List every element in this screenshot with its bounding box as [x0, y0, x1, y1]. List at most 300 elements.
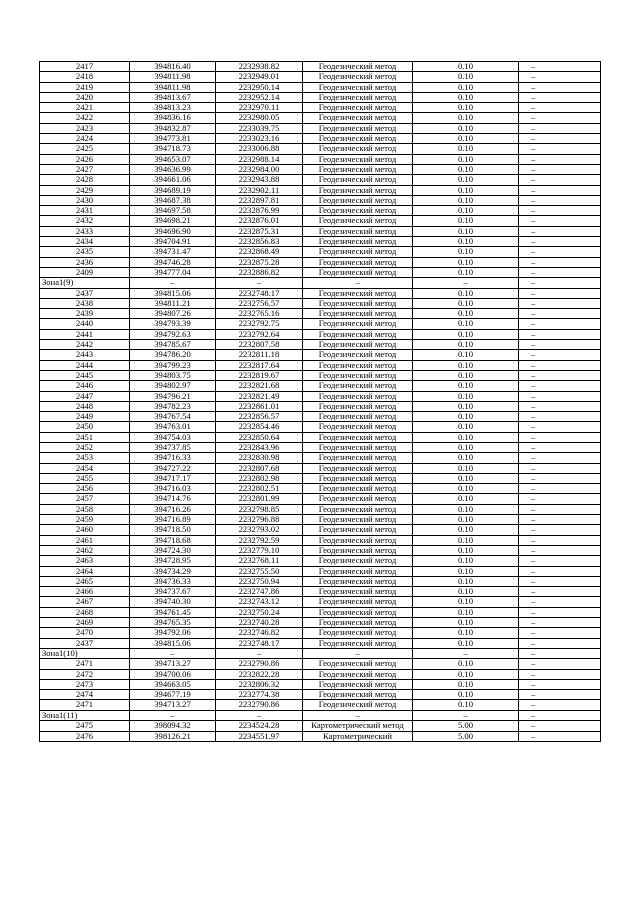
- accuracy-cell: 0.10: [413, 319, 519, 329]
- description-cell: –: [519, 391, 601, 401]
- point-number-cell: 2433: [40, 226, 130, 236]
- coord-y-cell: –: [216, 278, 303, 288]
- coord-x-cell: 394689.19: [130, 185, 216, 195]
- coord-y-cell: 2232807.58: [216, 340, 303, 350]
- point-number-cell: 2422: [40, 113, 130, 123]
- coord-x-cell: 394704.91: [130, 237, 216, 247]
- table-row: [40, 267, 601, 277]
- description-cell: –: [519, 648, 601, 658]
- table-row: [40, 607, 601, 617]
- accuracy-cell: 0.10: [413, 309, 519, 319]
- coord-x-cell: –: [130, 278, 216, 288]
- table-row: [40, 576, 601, 586]
- description-cell: –: [519, 484, 601, 494]
- accuracy-cell: 0.10: [413, 659, 519, 669]
- method-cell: Геодезический метод: [303, 453, 413, 463]
- table-row: [40, 494, 601, 504]
- coord-x-cell: 394832.87: [130, 123, 216, 133]
- coordinates-table: [39, 61, 601, 742]
- method-cell: Геодезический метод: [303, 298, 413, 308]
- point-number-cell: 2466: [40, 587, 130, 597]
- accuracy-cell: 0.10: [413, 175, 519, 185]
- coord-y-cell: 2232856.83: [216, 237, 303, 247]
- coord-y-cell: 2232821.49: [216, 391, 303, 401]
- coord-y-cell: 2234551.97: [216, 731, 303, 741]
- table-row: [40, 237, 601, 247]
- coord-x-cell: 394661.06: [130, 175, 216, 185]
- description-cell: –: [519, 288, 601, 298]
- coord-x-cell: 394740.30: [130, 597, 216, 607]
- description-cell: –: [519, 679, 601, 689]
- coord-y-cell: 2233023.16: [216, 134, 303, 144]
- table-row: [40, 340, 601, 350]
- method-cell: Геодезический метод: [303, 340, 413, 350]
- coord-x-cell: 394811.98: [130, 82, 216, 92]
- table-row: [40, 164, 601, 174]
- accuracy-cell: 0.10: [413, 247, 519, 257]
- description-cell: –: [519, 113, 601, 123]
- table-row: [40, 515, 601, 525]
- method-cell: Геодезический метод: [303, 257, 413, 267]
- description-cell: –: [519, 473, 601, 483]
- point-number-cell: 2427: [40, 164, 130, 174]
- accuracy-cell: 0.10: [413, 525, 519, 535]
- table-row: [40, 92, 601, 102]
- coord-y-cell: 2232819.67: [216, 370, 303, 380]
- method-cell: Геодезический метод: [303, 607, 413, 617]
- point-number-cell: 2445: [40, 370, 130, 380]
- method-cell: Геодезический метод: [303, 494, 413, 504]
- coord-y-cell: 2232792.59: [216, 535, 303, 545]
- table-row: [40, 103, 601, 113]
- point-number-cell: 2464: [40, 566, 130, 576]
- table-row: [40, 82, 601, 92]
- description-cell: –: [519, 206, 601, 216]
- coord-y-cell: 2232875.31: [216, 226, 303, 236]
- coord-y-cell: 2232774.38: [216, 690, 303, 700]
- coord-y-cell: 2232938.82: [216, 62, 303, 72]
- description-cell: –: [519, 195, 601, 205]
- description-cell: –: [519, 329, 601, 339]
- table-row: [40, 659, 601, 669]
- coord-x-cell: 394677.19: [130, 690, 216, 700]
- coord-x-cell: 394698.21: [130, 216, 216, 226]
- coord-x-cell: 394734.29: [130, 566, 216, 576]
- method-cell: Геодезический метод: [303, 432, 413, 442]
- method-cell: Геодезический метод: [303, 597, 413, 607]
- description-cell: –: [519, 710, 601, 720]
- method-cell: Геодезический метод: [303, 628, 413, 638]
- description-cell: –: [519, 123, 601, 133]
- method-cell: Геодезический метод: [303, 185, 413, 195]
- point-number-cell: 2469: [40, 618, 130, 628]
- point-number-cell: 2425: [40, 144, 130, 154]
- coord-x-cell: 394815.06: [130, 288, 216, 298]
- coord-x-cell: 394713.27: [130, 659, 216, 669]
- coord-y-cell: 2232801.99: [216, 494, 303, 504]
- accuracy-cell: 0.10: [413, 350, 519, 360]
- description-cell: –: [519, 340, 601, 350]
- accuracy-cell: 0.10: [413, 340, 519, 350]
- table-row: [40, 484, 601, 494]
- accuracy-cell: 0.10: [413, 442, 519, 452]
- coord-x-cell: 394716.89: [130, 515, 216, 525]
- table-row: [40, 288, 601, 298]
- point-number-cell: 2420: [40, 92, 130, 102]
- accuracy-cell: 0.10: [413, 92, 519, 102]
- point-number-cell: 2449: [40, 412, 130, 422]
- accuracy-cell: 0.10: [413, 473, 519, 483]
- description-cell: –: [519, 515, 601, 525]
- table-row: [40, 545, 601, 555]
- coord-x-cell: 394636.99: [130, 164, 216, 174]
- coord-x-cell: 394777.04: [130, 267, 216, 277]
- accuracy-cell: 5.00: [413, 721, 519, 732]
- coord-y-cell: 2232950.14: [216, 82, 303, 92]
- accuracy-cell: 0.10: [413, 391, 519, 401]
- method-cell: –: [303, 278, 413, 288]
- table-row: [40, 679, 601, 689]
- description-cell: –: [519, 597, 601, 607]
- table-row: [40, 422, 601, 432]
- method-cell: Геодезический метод: [303, 370, 413, 380]
- coord-x-cell: 394815.06: [130, 638, 216, 648]
- coord-x-cell: 394836.16: [130, 113, 216, 123]
- method-cell: Геодезический метод: [303, 638, 413, 648]
- method-cell: Геодезический метод: [303, 72, 413, 82]
- accuracy-cell: 0.10: [413, 566, 519, 576]
- description-cell: –: [519, 556, 601, 566]
- coord-x-cell: 394663.05: [130, 679, 216, 689]
- coord-y-cell: 2232765.16: [216, 309, 303, 319]
- coord-y-cell: –: [216, 710, 303, 720]
- method-cell: Геодезический метод: [303, 134, 413, 144]
- coord-x-cell: 394731.47: [130, 247, 216, 257]
- method-cell: Геодезический метод: [303, 206, 413, 216]
- coord-x-cell: 394763.01: [130, 422, 216, 432]
- accuracy-cell: 0.10: [413, 401, 519, 411]
- accuracy-cell: 0.10: [413, 226, 519, 236]
- method-cell: Геодезический метод: [303, 113, 413, 123]
- coord-x-cell: 394782.23: [130, 401, 216, 411]
- method-cell: Геодезический метод: [303, 412, 413, 422]
- table-row: [40, 309, 601, 319]
- table-row: [40, 350, 601, 360]
- description-cell: –: [519, 587, 601, 597]
- accuracy-cell: 0.10: [413, 370, 519, 380]
- accuracy-cell: 0.10: [413, 185, 519, 195]
- table-row: [40, 597, 601, 607]
- coord-y-cell: 2232802.98: [216, 473, 303, 483]
- point-number-cell: 2421: [40, 103, 130, 113]
- point-number-cell: 2440: [40, 319, 130, 329]
- table-row: [40, 62, 601, 72]
- description-cell: –: [519, 82, 601, 92]
- method-cell: Геодезический метод: [303, 391, 413, 401]
- table-row: [40, 134, 601, 144]
- coord-x-cell: –: [130, 710, 216, 720]
- accuracy-cell: 0.10: [413, 669, 519, 679]
- method-cell: Геодезический метод: [303, 473, 413, 483]
- description-cell: –: [519, 638, 601, 648]
- method-cell: Геодезический метод: [303, 566, 413, 576]
- table-row: [40, 525, 601, 535]
- method-cell: Геодезический метод: [303, 525, 413, 535]
- coord-y-cell: 2232740.28: [216, 618, 303, 628]
- accuracy-cell: 0.10: [413, 329, 519, 339]
- point-number-cell: 2437: [40, 288, 130, 298]
- point-number-cell: 2439: [40, 309, 130, 319]
- coord-x-cell: 394717.17: [130, 473, 216, 483]
- accuracy-cell: 0.10: [413, 298, 519, 308]
- description-cell: –: [519, 247, 601, 257]
- accuracy-cell: 0.10: [413, 597, 519, 607]
- coord-y-cell: 2232861.01: [216, 401, 303, 411]
- point-number-cell: 2431: [40, 206, 130, 216]
- description-cell: –: [519, 576, 601, 586]
- description-cell: –: [519, 62, 601, 72]
- description-cell: –: [519, 319, 601, 329]
- method-cell: Геодезический метод: [303, 216, 413, 226]
- point-number-cell: 2447: [40, 391, 130, 401]
- coord-x-cell: 394718.68: [130, 535, 216, 545]
- method-cell: Геодезический метод: [303, 92, 413, 102]
- coord-y-cell: 2232779.10: [216, 545, 303, 555]
- point-number-cell: 2442: [40, 340, 130, 350]
- table-row: [40, 618, 601, 628]
- description-cell: –: [519, 412, 601, 422]
- table-row: [40, 391, 601, 401]
- coord-x-cell: 394811.98: [130, 72, 216, 82]
- point-number-cell: 2474: [40, 690, 130, 700]
- point-number-cell: 2450: [40, 422, 130, 432]
- coord-x-cell: 394816.40: [130, 62, 216, 72]
- description-cell: –: [519, 442, 601, 452]
- coord-x-cell: 394737.85: [130, 442, 216, 452]
- coord-x-cell: 394716.03: [130, 484, 216, 494]
- accuracy-cell: 0.10: [413, 206, 519, 216]
- description-cell: –: [519, 267, 601, 277]
- coord-y-cell: 2232856.57: [216, 412, 303, 422]
- point-number-cell: 2443: [40, 350, 130, 360]
- coord-y-cell: 2232790.86: [216, 700, 303, 710]
- coord-x-cell: 394807.26: [130, 309, 216, 319]
- table-row: [40, 463, 601, 473]
- coord-y-cell: 2232984.00: [216, 164, 303, 174]
- point-number-cell: 2435: [40, 247, 130, 257]
- description-cell: –: [519, 422, 601, 432]
- accuracy-cell: 0.10: [413, 288, 519, 298]
- description-cell: –: [519, 690, 601, 700]
- point-number-cell: 2423: [40, 123, 130, 133]
- coord-y-cell: 2232850.64: [216, 432, 303, 442]
- point-number-cell: 2470: [40, 628, 130, 638]
- table-row: [40, 226, 601, 236]
- description-cell: –: [519, 92, 601, 102]
- accuracy-cell: 0.10: [413, 257, 519, 267]
- accuracy-cell: 0.10: [413, 62, 519, 72]
- description-cell: –: [519, 659, 601, 669]
- accuracy-cell: 0.10: [413, 504, 519, 514]
- coord-x-cell: 394786.20: [130, 350, 216, 360]
- table-row: [40, 556, 601, 566]
- coord-y-cell: 2232768.11: [216, 556, 303, 566]
- table-row: [40, 690, 601, 700]
- description-cell: –: [519, 298, 601, 308]
- accuracy-cell: 0.10: [413, 494, 519, 504]
- coord-x-cell: 394792.06: [130, 628, 216, 638]
- method-cell: Геодезический метод: [303, 700, 413, 710]
- method-cell: Геодезический метод: [303, 679, 413, 689]
- coord-y-cell: 2232792.64: [216, 329, 303, 339]
- coord-x-cell: 394696.90: [130, 226, 216, 236]
- method-cell: –: [303, 648, 413, 658]
- point-number-cell: 2437: [40, 638, 130, 648]
- method-cell: –: [303, 710, 413, 720]
- accuracy-cell: 0.10: [413, 587, 519, 597]
- coord-x-cell: 394765.35: [130, 618, 216, 628]
- method-cell: Геодезический метод: [303, 669, 413, 679]
- coord-y-cell: 2232830.98: [216, 453, 303, 463]
- method-cell: Геодезический метод: [303, 535, 413, 545]
- point-number-cell: 2475: [40, 721, 130, 732]
- accuracy-cell: 0.10: [413, 638, 519, 648]
- accuracy-cell: 0.10: [413, 412, 519, 422]
- method-cell: Геодезический метод: [303, 175, 413, 185]
- description-cell: –: [519, 628, 601, 638]
- coord-x-cell: 398126.21: [130, 731, 216, 741]
- coord-y-cell: 2232798.85: [216, 504, 303, 514]
- method-cell: Геодезический метод: [303, 422, 413, 432]
- method-cell: Геодезический метод: [303, 381, 413, 391]
- point-number-cell: 2471: [40, 659, 130, 669]
- description-cell: –: [519, 453, 601, 463]
- method-cell: Геодезический метод: [303, 237, 413, 247]
- coord-y-cell: 2234524.28: [216, 721, 303, 732]
- coord-x-cell: 394813.67: [130, 92, 216, 102]
- method-cell: Геодезический метод: [303, 309, 413, 319]
- method-cell: Геодезический метод: [303, 556, 413, 566]
- accuracy-cell: 0.10: [413, 484, 519, 494]
- accuracy-cell: 0.10: [413, 103, 519, 113]
- coord-x-cell: 394785.67: [130, 340, 216, 350]
- accuracy-cell: 0.10: [413, 463, 519, 473]
- description-cell: –: [519, 257, 601, 267]
- accuracy-cell: 0.10: [413, 545, 519, 555]
- coord-y-cell: 2232806.32: [216, 679, 303, 689]
- description-cell: –: [519, 164, 601, 174]
- coord-y-cell: 2232748.17: [216, 288, 303, 298]
- table-row: [40, 473, 601, 483]
- coord-y-cell: 2232949.01: [216, 72, 303, 82]
- coord-y-cell: 2232748.17: [216, 638, 303, 648]
- coord-y-cell: 2232875.28: [216, 257, 303, 267]
- description-cell: –: [519, 350, 601, 360]
- point-number-cell: 2418: [40, 72, 130, 82]
- method-cell: Геодезический метод: [303, 329, 413, 339]
- coord-y-cell: 2233039.75: [216, 123, 303, 133]
- description-cell: –: [519, 700, 601, 710]
- accuracy-cell: 0.10: [413, 576, 519, 586]
- zone-row: [40, 710, 601, 720]
- method-cell: Геодезический метод: [303, 103, 413, 113]
- accuracy-cell: 0.10: [413, 82, 519, 92]
- table-row: [40, 504, 601, 514]
- coord-y-cell: 2232822.28: [216, 669, 303, 679]
- method-cell: Геодезический метод: [303, 288, 413, 298]
- coord-y-cell: –: [216, 648, 303, 658]
- coord-y-cell: 2232868.49: [216, 247, 303, 257]
- method-cell: Геодезический метод: [303, 484, 413, 494]
- accuracy-cell: 0.10: [413, 144, 519, 154]
- table-row: [40, 72, 601, 82]
- coord-y-cell: 2232854.46: [216, 422, 303, 432]
- description-cell: –: [519, 144, 601, 154]
- table-row: [40, 566, 601, 576]
- table-row: [40, 721, 601, 732]
- table-row: [40, 700, 601, 710]
- accuracy-cell: 0.10: [413, 123, 519, 133]
- point-number-cell: 2419: [40, 82, 130, 92]
- method-cell: Геодезический метод: [303, 504, 413, 514]
- point-number-cell: 2446: [40, 381, 130, 391]
- coord-x-cell: 394716.33: [130, 453, 216, 463]
- coord-x-cell: 394716.26: [130, 504, 216, 514]
- point-number-cell: 2468: [40, 607, 130, 617]
- description-cell: –: [519, 154, 601, 164]
- table-row: [40, 206, 601, 216]
- point-number-cell: 2471: [40, 700, 130, 710]
- accuracy-cell: 0.10: [413, 154, 519, 164]
- table-row: [40, 432, 601, 442]
- method-cell: Геодезический метод: [303, 226, 413, 236]
- table-row: [40, 453, 601, 463]
- coord-y-cell: 2232902.11: [216, 185, 303, 195]
- table-row: [40, 319, 601, 329]
- point-number-cell: 2438: [40, 298, 130, 308]
- description-cell: –: [519, 278, 601, 288]
- description-cell: –: [519, 525, 601, 535]
- point-number-cell: 2461: [40, 535, 130, 545]
- point-number-cell: 2453: [40, 453, 130, 463]
- description-cell: –: [519, 432, 601, 442]
- point-number-cell: 2436: [40, 257, 130, 267]
- accuracy-cell: 0.10: [413, 267, 519, 277]
- coord-x-cell: 394796.21: [130, 391, 216, 401]
- point-number-cell: 2455: [40, 473, 130, 483]
- coord-y-cell: 2232743.12: [216, 597, 303, 607]
- coord-y-cell: 2232811.18: [216, 350, 303, 360]
- accuracy-cell: –: [413, 278, 519, 288]
- coord-x-cell: 394767.54: [130, 412, 216, 422]
- method-cell: Геодезический метод: [303, 267, 413, 277]
- description-cell: –: [519, 237, 601, 247]
- accuracy-cell: 0.10: [413, 432, 519, 442]
- accuracy-cell: 0.10: [413, 195, 519, 205]
- point-number-cell: 2456: [40, 484, 130, 494]
- accuracy-cell: 0.10: [413, 618, 519, 628]
- method-cell: Геодезический метод: [303, 618, 413, 628]
- coord-y-cell: 2232790.86: [216, 659, 303, 669]
- coord-y-cell: 2232756.57: [216, 298, 303, 308]
- coord-y-cell: 2232746.82: [216, 628, 303, 638]
- point-number-cell: 2458: [40, 504, 130, 514]
- accuracy-cell: 0.10: [413, 113, 519, 123]
- accuracy-cell: 0.10: [413, 422, 519, 432]
- point-number-cell: 2441: [40, 329, 130, 339]
- method-cell: Геодезический метод: [303, 195, 413, 205]
- description-cell: –: [519, 175, 601, 185]
